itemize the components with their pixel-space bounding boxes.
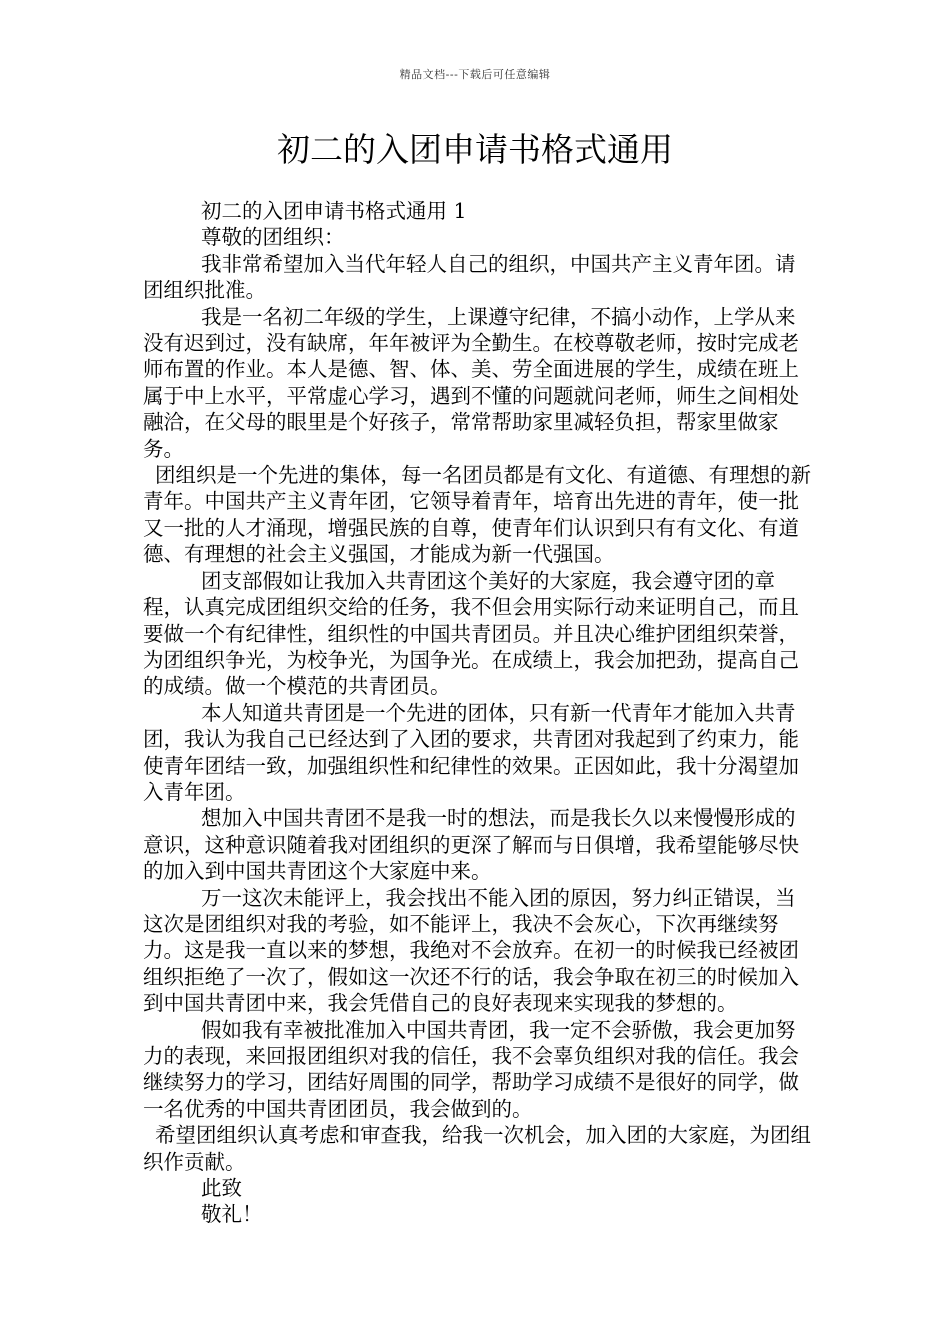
paragraph-3: 团组织是一个先进的集体，每一名团员都是有文化、有道德、有理想的新青年。中国共产主义青年团，它领导着青年，培育出先进的青年，使一批又一批的人才涌现，增强民族的自尊，使青年们认识到只有有文化、有道德、有理想的社会主义强国，才能成为新一代强国。	[143, 463, 811, 567]
closing-line-1: 此致	[201, 1176, 242, 1201]
paragraph-1: 我非常希望加入当代年轻人自己的组织，中国共产主义青年团。请团组织批准。	[143, 251, 796, 303]
subtitle: 初二的入团申请书格式通用 1	[201, 199, 467, 223]
header-note: 精品文档---下载后可任意编辑	[399, 68, 551, 81]
closing-line-2: 敬礼！	[201, 1202, 263, 1227]
paragraph-2: 我是一名初二年级的学生，上课遵守纪律，不搞小动作，上学从来没有迟到过，没有缺席，年年被评为全勤生。在校尊敬老师，按时完成老师布置的作业。本人是德、智、体、美、劳全面进展的学生，成绩在班上属于中上水平，平常虚心学习，遇到不懂的问题就问老师，师生之间相处融洽，在父母的眼里是个好孩子，常常帮助家里减轻负担，帮家里做家务。	[143, 304, 799, 461]
document-body	[143, 198, 815, 1228]
paragraph-9: 希望团组织认真考虑和审查我，给我一次机会，加入团的大家庭，为团组织作贡献。	[143, 1123, 811, 1174]
paragraph-8: 假如我有幸被批准加入中国共青团，我一定不会骄傲，我会更加努力的表现，来回报团组织对我的信任，我不会辜负组织对我的信任。我会继续努力的学习，团结好周围的同学，帮助学习成绩不是很好的同学，做一名优秀的中国共青团团员，我会做到的。	[143, 1017, 799, 1121]
paragraph-7: 万一这次未能评上，我会找出不能入团的原因，努力纠正错误，当这次是团组织对我的考验，如不能评上，我决不会灰心，下次再继续努力。这是我一直以来的梦想，我绝对不会放弃。在初一的时候我已经被团组织拒绝了一次了，假如这一次还不行的话，我会争取在初三的时候加入到中国共青团中来，我会凭借自己的良好表现来实现我的梦想的。	[143, 885, 799, 1016]
paragraph-5: 本人知道共青团是一个先进的团体，只有新一代青年才能加入共青团，我认为我自己已经达到了入团的要求，共青团对我起到了约束力，能使青年团结一致，加强组织性和纪律性的效果。正因如此，我十分渴望加入青年团。	[143, 700, 799, 804]
paragraph-6: 想加入中国共青团不是我一时的想法，而是我长久以来慢慢形成的意识，这种意识随着我对团组织的更深了解而与日俱增，我希望能够尽快的加入到中国共青团这个大家庭中来。	[143, 806, 799, 884]
paragraph-4: 团支部假如让我加入共青团这个美好的大家庭，我会遵守团的章程，认真完成团组织交给的任务，我不但会用实际行动来证明自己，而且要做一个有纪律性，组织性的中国共青团员。并且决心维护团组织荣誉，为团组织争光，为校争光，为国争光。在成绩上，我会加把劲，提高自己的成绩。做一个模范的共青团员。	[143, 568, 799, 699]
document-title: 初二的入团申请书格式通用	[277, 130, 673, 169]
salutation: 尊敬的团组织：	[201, 225, 345, 250]
